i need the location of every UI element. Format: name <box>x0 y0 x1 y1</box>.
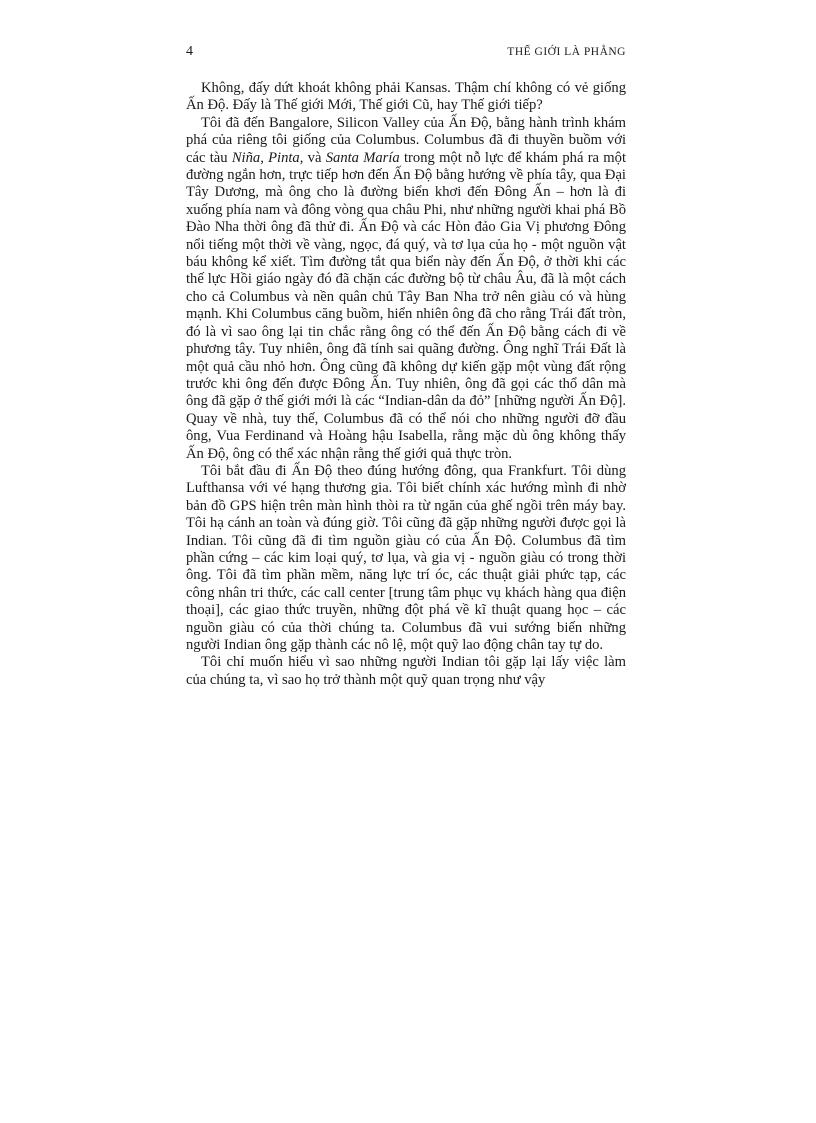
ship-name-santa-maria: Santa María <box>325 149 400 166</box>
paragraph-2-start: Tôi đã đến Bangalore, Silicon Valley của Ấn Độ, bằng hành trình khám phá của riêng tôi giống của Columbus. Columbus đã đi thuyền buồm với các tàu <box>186 114 626 166</box>
book-page <box>186 44 626 689</box>
paragraph-2-rest: trong một nỗ lực để khám phá ra một đường ngắn hơn, trực tiếp hơn đến Ấn Độ bằng hướng về phía tây, qua Đại Tây Dương, mà ông cho là đường biển khơi đến Đông Ấn – hơn là đi xuống phía nam và đông vòng qua châu Phi, như những người khai phá Bồ Đào Nha thời ông đã thử đi. Ấn Độ và các Hòn đảo Gia Vị phương Đông nổi tiếng một thời về vàng, ngọc, đá quý, và tơ lụa của họ - một nguồn vật báu không kể xiết. Tìm đường tắt qua biển này đến Ấn Độ, ở thời khi các thế lực Hồi giáo ngày đó đã chặn các đường bộ từ châu Âu, đã là một cách cho cả Columbus và nền quân chủ Tây Ban Nha trở nên giàu có và hùng mạnh. Khi Columbus căng buồm, hiển nhiên ông đã cho rằng Trái đất tròn, đó là vì sao ông lại tin chắc rằng ông có thể đến Ấn Độ bằng cách đi về phương tây. Tuy nhiên, ông đã tính sai quãng đường. Ông nghĩ Trái Đất là một quả cầu nhỏ hơn. Ông cũng đã không dự kiến gặp một vùng đất rộng trước khi ông đến được Đông Ấn. Tuy nhiên, ông đã gọi các thổ dân mà ông đã gặp ở thế giới mới là các “Indian-dân da đỏ” [những người Ấn Độ]. Quay về nhà, tuy thế, Columbus đã có thể nói cho những người đỡ đầu ông, Vua Ferdinand và Hoàng hậu Isabella, rằng mặc dù ông không thấy Ấn Độ, ông có thể xác nhận rằng thế giới quả thực tròn. <box>186 149 627 462</box>
paragraph-2-conjunction: và <box>303 149 326 166</box>
page-number: 4 <box>186 44 193 59</box>
ship-names-italic: Niña, Pinta, <box>231 149 304 166</box>
paragraph-4: Tôi chỉ muốn hiểu vì sao những người Indian tôi gặp lại lấy việc làm của chúng ta, vì sao họ trở thành một quỹ quan trọng như vậy <box>186 654 626 688</box>
running-header <box>186 44 626 60</box>
paragraph-2 <box>186 115 626 463</box>
paragraph-3: Tôi bắt đầu đi Ấn Độ theo đúng hướng đông, qua Frankfurt. Tôi dùng Lufthansa với vé hạng thương gia. Tôi biết chính xác hướng mình đi nhờ bản đồ GPS hiện trên màn hình thòi ra từ ngăn của ghế ngồi trên máy bay. Tôi hạ cánh an toàn và đúng giờ. Tôi cũng đã gặp những người được gọi là Indian. Tôi cũng đã đi tìm nguồn giàu có của Ấn Độ. Columbus đã tìm phần cứng – các kim loại quý, tơ lụa, và gia vị - nguồn giàu có trong thời ông. Tôi đã tìm phần mềm, năng lực trí óc, các thuật giải phức tạp, các công nhân tri thức, các call center [trung tâm phục vụ khách hàng qua điện thoại], các giao thức truyền, những đột phá về kĩ thuật quang học – các nguồn giàu có của thời chúng ta. Columbus đã vui sướng biến những người Indian ông gặp thành các nô lệ, một quỹ lao động chân tay tự do. <box>186 462 626 653</box>
body-text <box>186 80 626 689</box>
paragraph-1: Không, đấy dứt khoát không phải Kansas. Thậm chí không có vẻ giống Ấn Độ. Đấy là Thế giới Mới, Thế giới Cũ, hay Thế giới tiếp? <box>186 80 626 114</box>
book-title-header: THẾ GIỚI LÀ PHẲNG <box>507 46 626 58</box>
